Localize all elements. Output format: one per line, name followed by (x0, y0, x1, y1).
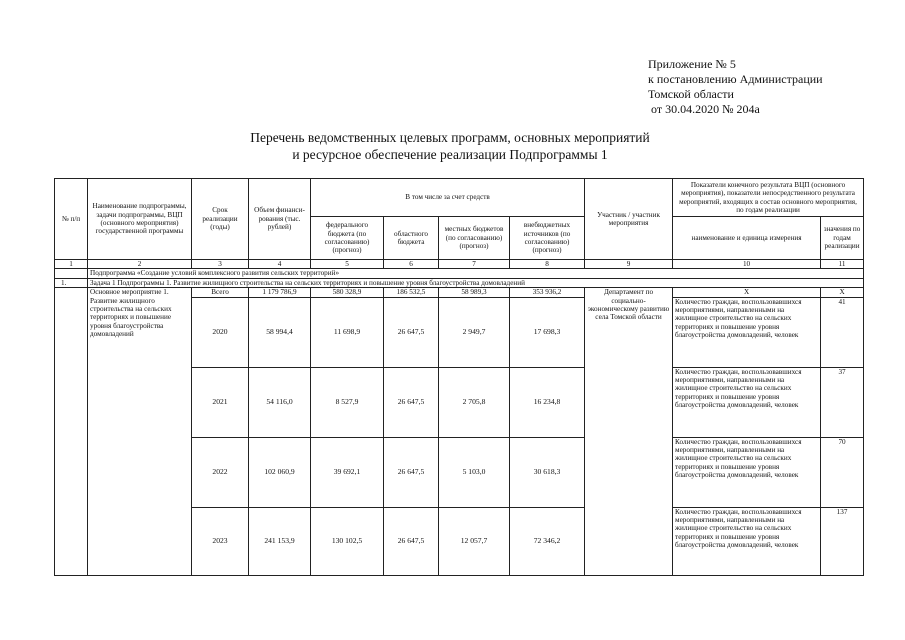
col-number: 5 (311, 260, 384, 269)
year-cell: 2022 (192, 437, 249, 507)
volume-cell: 241 153,9 (249, 507, 311, 575)
task-row: Задача 1 Подпрограммы 1. Развитие жилищного строительства на сельских территориях и повышение уровня благоустройства домовладений (88, 278, 864, 287)
title-line: и ресурсное обеспечение реализации Подпрограммы 1 (292, 147, 608, 162)
indicator-name: Количество граждан, воспользовавшихся мероприятиями, направленными на жилищное строительство на сельских территориях и повышение уровня благоустройства домовладений, человек (673, 297, 821, 367)
col-number: 1 (55, 260, 88, 269)
local-cell: 5 103,0 (439, 437, 510, 507)
indicator-name: Количество граждан, воспользовавшихся мероприятиями, направленными на жилищное строительство на сельских территориях и повышение уровня благоустройства домовладений, человек (673, 437, 821, 507)
col-number: 11 (821, 260, 864, 269)
header-indicators: Показатели конечного результата ВЦП (основного мероприятия), показатели непосредственного результата мероприятий, входящих в состав основного мероприятия, по годам реализации (673, 179, 864, 217)
header-incl: В том числе за счет средств (311, 179, 585, 217)
measure-name: Основное мероприятие 1. Развитие жилищного строительства на сельских территориях и повышение уровня благоустройства домовладений (88, 288, 192, 575)
col-number: 9 (585, 260, 673, 269)
subprogram-row: Подпрограмма «Создание условий комплексного развития сельских территорий» (88, 269, 864, 278)
total-local: 58 989,3 (439, 288, 510, 297)
total-ind-value: Х (821, 288, 864, 297)
total-regional: 186 532,5 (384, 288, 439, 297)
header-local: местных бюджетов (по согласованию) (прогноз) (439, 217, 510, 260)
header-term: Срок реализации (годы) (192, 179, 249, 260)
empty-cell (55, 269, 88, 278)
header-federal: федерального бюджета (по согласованию) (прогноз) (311, 217, 384, 260)
extra-cell: 30 618,3 (510, 437, 585, 507)
total-label: Всего (192, 288, 249, 297)
year-cell: 2020 (192, 297, 249, 367)
federal-cell: 8 527,9 (311, 367, 384, 437)
header-regional: областного бюджета (384, 217, 439, 260)
header-ind-value: значения по годам реализации (821, 217, 864, 260)
indicator-name: Количество граждан, воспользовавшихся мероприятиями, направленными на жилищное строительство на сельских территориях и повышение уровня благоустройства домовладений, человек (673, 367, 821, 437)
indicator-value: 70 (821, 437, 864, 507)
measure-participant: Департамент по социально-экономическому развитию села Томской области (585, 288, 673, 575)
col-number: 3 (192, 260, 249, 269)
indicator-value: 137 (821, 507, 864, 575)
extra-cell: 17 698,3 (510, 297, 585, 367)
volume-cell: 102 060,9 (249, 437, 311, 507)
empty-cell (55, 288, 88, 575)
appendix-line: к постановлению Администрации (648, 72, 823, 86)
task-num: 1. (55, 278, 88, 287)
col-number: 4 (249, 260, 311, 269)
federal-cell: 39 692,1 (311, 437, 384, 507)
title-line: Перечень ведомственных целевых программ, основных мероприятий (250, 130, 650, 145)
regional-cell: 26 647,5 (384, 367, 439, 437)
year-cell: 2021 (192, 367, 249, 437)
col-number: 8 (510, 260, 585, 269)
extra-cell: 72 346,2 (510, 507, 585, 575)
volume-cell: 58 994,4 (249, 297, 311, 367)
appendix-line: от 30.04.2020 № 204а (651, 102, 760, 116)
volume-cell: 54 116,0 (249, 367, 311, 437)
col-number: 10 (673, 260, 821, 269)
header-participant: Участник / участник мероприятия (585, 179, 673, 260)
document-title (120, 129, 780, 163)
federal-cell: 11 698,9 (311, 297, 384, 367)
total-extra: 353 936,2 (510, 288, 585, 297)
col-number: 2 (88, 260, 192, 269)
appendix-block (648, 57, 823, 117)
indicator-value: 41 (821, 297, 864, 367)
header-num: № п/п (55, 179, 88, 260)
appendix-line: Приложение № 5 (648, 57, 736, 71)
appendix-line: Томской области (648, 87, 734, 101)
col-number: 7 (439, 260, 510, 269)
regional-cell: 26 647,5 (384, 437, 439, 507)
header-ind-name: наименование и единица измерения (673, 217, 821, 260)
programs-table (54, 178, 864, 576)
col-number: 6 (384, 260, 439, 269)
indicator-name: Количество граждан, воспользовавшихся мероприятиями, направленными на жилищное строительство на сельских территориях и повышение уровня благоустройства домовладений, человек (673, 507, 821, 575)
indicator-value: 37 (821, 367, 864, 437)
local-cell: 12 057,7 (439, 507, 510, 575)
total-volume: 1 179 786,9 (249, 288, 311, 297)
header-extra: внебюджетных источников (по согласованию) (прогноз) (510, 217, 585, 260)
regional-cell: 26 647,5 (384, 297, 439, 367)
regional-cell: 26 647,5 (384, 507, 439, 575)
federal-cell: 130 102,5 (311, 507, 384, 575)
extra-cell: 16 234,8 (510, 367, 585, 437)
local-cell: 2 949,7 (439, 297, 510, 367)
total-ind-name: Х (673, 288, 821, 297)
total-federal: 580 328,9 (311, 288, 384, 297)
year-cell: 2023 (192, 507, 249, 575)
header-name: Наименование подпрограммы, задачи подпрограммы, ВЦП (основного мероприятия) государственной программы (88, 179, 192, 260)
local-cell: 2 705,8 (439, 367, 510, 437)
header-volume: Объем финанси-рования (тыс. рублей) (249, 179, 311, 260)
